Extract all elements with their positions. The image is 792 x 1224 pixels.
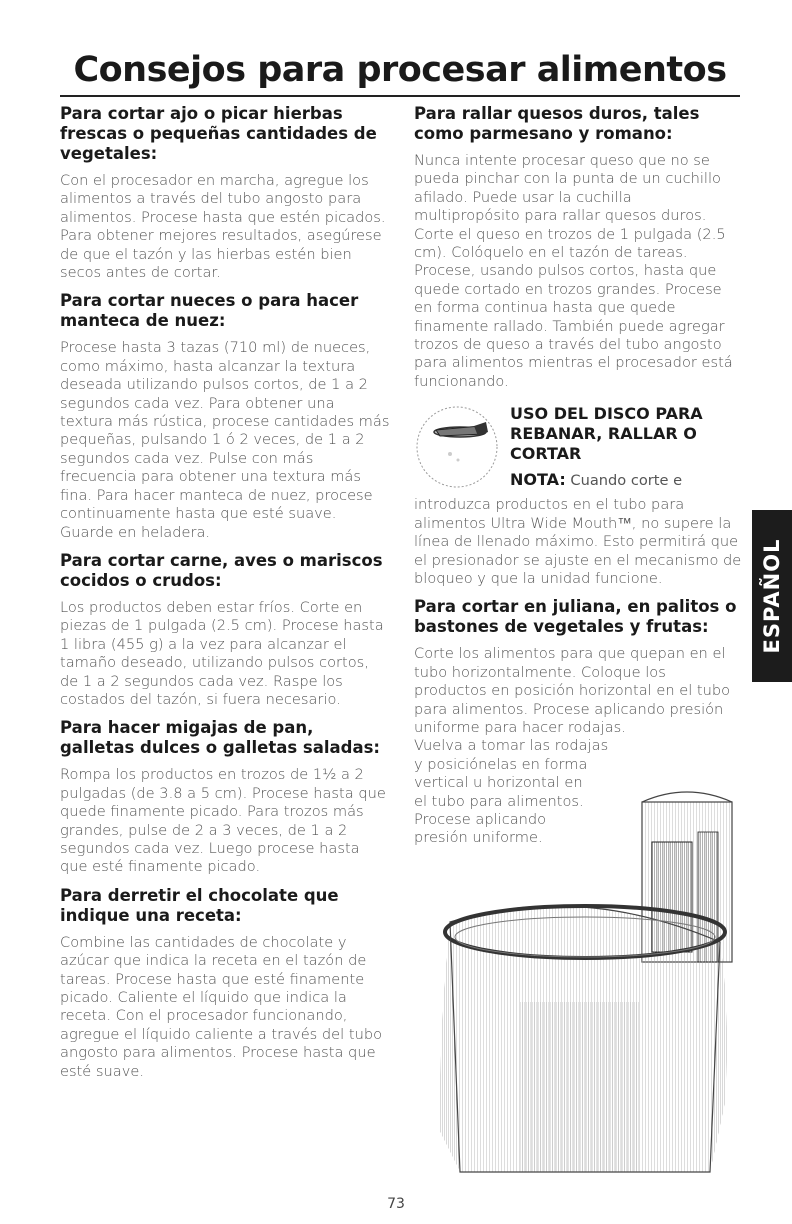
section-heading-chocolate: Para derretir el chocolate que indique una receta: — [60, 885, 339, 925]
julienne-line: el tubo para alimentos. — [414, 792, 584, 810]
section-heading-nuts: Para cortar nueces o para hacer manteca de nuez: — [60, 291, 359, 331]
nota-label: NOTA: — [510, 470, 566, 490]
section-body-nuts: Procese hasta 3 tazas (710 ml) de nueces, como máximo, hasta alcanzar la textura deseada utilizando pulsos cortos, de 1 a 2 segundos cada vez. Para obtener una textura más rústica, procese cantidades más pequeñas, pulsando 1 ó 2 veces, de 1 a 2 segundos cada vez. Pulse con más frecuencia para obtener una textura más fina. Para hacer manteca de nuez, procese continuamente hasta que esté suave. Guarde en heladera. — [60, 339, 390, 541]
section-body-garlic: Con el procesador en marcha, agregue los alimentos a través del tubo angosto para alimentos. Procese hasta que estén picados. Para obtener mejores resultados, asegúrese de que el tazón y las hierbas estén bien secos antes de cortar. — [60, 172, 386, 282]
section-body-meat: Los productos deben estar fríos. Corte en piezas de 1 pulgada (2.5 cm). Procese hasta 1 libra (455 g) a la vez para alcanzar el tamaño deseado, utilizando pulsos cortos, de 1 a 2 segundos cada vez. Raspe los costados del tazón, si fuera necesario. — [60, 598, 384, 708]
section-body-chocolate: Combine las cantidades de chocolate y azúcar que indica la receta en el tazón de tareas. Procese hasta que esté finamente picado. Caliente el líquido que indica la receta. Con el procesador funcionando, agregue el líquido caliente a través del tubo angosto para alimentos. Procese hasta que esté suave. — [60, 933, 383, 1080]
section-heading-garlic: Para cortar ajo o picar hierbas frescas o pequeñas cantidades de vegetales: — [60, 104, 377, 163]
language-tab-label: ESPAÑOL — [760, 538, 784, 654]
page-number: 73 — [387, 1196, 405, 1212]
title-rule — [60, 95, 740, 97]
language-tab — [752, 510, 792, 682]
section-heading-cheese: Para rallar quesos duros, tales como parmesano y romano: — [414, 104, 700, 143]
nota-line — [510, 470, 682, 489]
page-title: Consejos para procesar alimentos — [73, 50, 727, 90]
julienne-line: presión uniforme. — [414, 829, 543, 847]
disc-usage-title: USO DEL DISCO PARA REBANAR, RALLAR O CORTAR — [510, 404, 703, 464]
slicing-disc-icon — [414, 404, 500, 490]
section-heading-crumbs: Para hacer migajas de pan, galletas dulces o galletas saladas: — [60, 718, 381, 758]
julienne-line: Procese aplicando — [414, 810, 547, 828]
nota-start: Cuando corte e — [565, 472, 683, 490]
left-column — [60, 104, 390, 1090]
disc-note-block — [414, 400, 742, 496]
section-heading-julienne: Para cortar en juliana, en palitos o bastones de vegetales y frutas: — [414, 597, 737, 637]
nota-body: introduzca productos en el tubo para alimentos Ultra Wide Mouth™, no supere la línea de llenado máximo. Esto permitirá que el presionador se ajuste en el mecanismo de bloqueo y que la unidad funcione. — [414, 496, 742, 587]
section-body-crumbs: Rompa los productos en trozos de 1½ a 2 pulgadas (de 3.8 a 5 cm). Procese hasta que quede finamente picado. Para trozos más grandes, pulse de 2 a 3 veces, de 1 a 2 segundos cada vez. Luego procese hasta que esté finamente picado. — [60, 766, 386, 876]
julienne-line: y posiciónelas en forma — [414, 755, 588, 773]
julienne-line: vertical u horizontal en — [414, 774, 583, 792]
section-body-cheese: Nunca intente procesar queso que no se pueda pinchar con la punta de un cuchillo afilado. Puede usar la cuchilla multipropósito para rallar quesos duros. Corte el queso en trozos de 1 pulgada (2.5 cm). Colóquelo en el tazón de tareas. Procese, usando pulsos cortos, hasta que quede cortado en trozos grandes. Procese en forma continua hasta que quede finamente rallado. También puede agregar trozos de queso a través del tubo angosto para alimentos mientras el procesador está funcionando. — [414, 152, 733, 390]
section-body-julienne: Corte los alimentos para que quepan en el tubo horizontalmente. Coloque los productos en posición horizontal en el tubo para alimentos. Procese aplicando presión uniforme para hacer rodajas. — [414, 645, 731, 736]
section-heading-meat: Para cortar carne, aves o mariscos cocidos o crudos: — [60, 550, 383, 590]
right-column — [414, 104, 742, 848]
food-processor-illustration — [420, 772, 740, 1192]
julienne-line: Vuelva a tomar las rodajas — [414, 737, 609, 755]
